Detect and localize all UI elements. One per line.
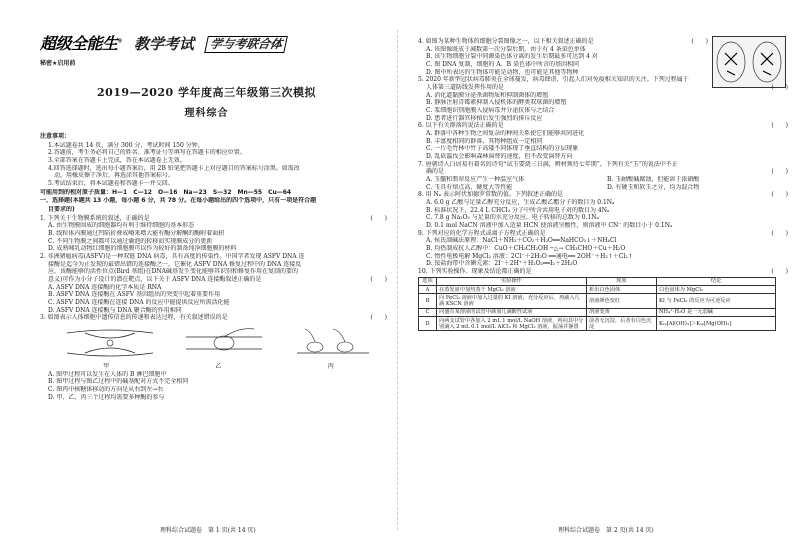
note-item: 4.回答选择题时，选出每小题答案后，用 2B 铅笔把答题卡上对应题目的答案标号涂黑。如需改 [48, 164, 300, 172]
option: C. 图 DNA 复制，细胞的 A、B 染色体中所含的基因相同 [426, 61, 579, 69]
table-cell: 向盛有某溶液的试管中滴加几滴酸性试液 [437, 308, 587, 316]
option: D. 0.1 mol NaCN 溶液中加入适量 HCN 使溶液呈酸性，则溶液中 CN⁻ 的数目小于 0.1Nₐ [426, 222, 673, 230]
question-8 [418, 191, 788, 229]
logo-row [40, 34, 286, 54]
question-stem: 9. 下列对应的化学方程式或离子方程式正确的是 [418, 229, 546, 237]
question-1 [40, 215, 387, 253]
diagram-yi [184, 325, 264, 361]
question-stem-cont: 应，该酶能够的活性位点(Bird 基组)在DNA碱基发生变化能够其识别和修复作用在复制的要的 [48, 268, 299, 276]
question-stem: 7. 唐朝诗人白居易有着名的诗句“试玉要烧三日满，辨材须待七年期”。下列有关“玉”的说法中不正 [418, 160, 678, 168]
option: B. 标准状况下，22.4 L CHCl₃ 分子中所含共用电子对的数目为 4Nₐ [426, 206, 610, 214]
table-header: 选项 [419, 277, 437, 285]
transcription-diagram [50, 324, 387, 362]
option: C. 7.8 g Na₂O₂ 与足量的水充分反应，电子转移的总数为 0.1Nₐ [426, 214, 599, 222]
answer-paren: ( ) [691, 38, 708, 45]
option: D. 成熟哺乳动物红细胞的细胞膜可以作为较好的制备纯净细胞膜的材料 [48, 245, 237, 253]
question-stem: 6. 以下有关群落的说法正确的是 [418, 122, 504, 130]
table-row [419, 286, 776, 294]
option: B. ASFV DNA 连接酶在 ASFV 基因组出的突变中起着重要作用 [48, 291, 221, 299]
table-header: 结论 [657, 277, 776, 285]
option: D. 有硬玉和软玉之分，均为混合物 [607, 183, 700, 191]
option: A. 该图像既成于减数第一次分裂后期，由于有 4 条染色单体 [426, 45, 586, 53]
atomic-masses: 可能用到的相对原子质量：H—1 C—12 O—16 Na—23 S—32 Mn—55 Cu—64 [40, 188, 292, 196]
option: D. 乱砍滥伐会影响森林演替的速度，但不改变演替方向 [426, 153, 573, 161]
option: B. 线粒体内膜通过凹陷折叠成嵴来增大能有酶分解酮的酶附着面积 [48, 230, 225, 238]
question-stem-cont: 接酶是迄今为止发现的最错出错的连接酶之一，它催化 ASFV DNA 修复过程中的 DNA 连接反 [48, 260, 302, 268]
section-heading-cont: 目要求的) [48, 206, 75, 214]
logo-main: 超级全能生® [40, 34, 123, 53]
question-5 [418, 76, 788, 122]
option: B. 静脉注射青霉素抑制入侵机体的酵类双球菌的增殖 [426, 99, 567, 107]
page-divider [397, 30, 398, 530]
table-cell: 析出白色固体 [587, 286, 657, 294]
table-header-row [419, 277, 776, 285]
answer-paren: ( ) [771, 84, 788, 92]
table-header: 现象 [587, 277, 657, 285]
question-stem: 1. 下列关于生物膜系统的叙述，正确的是 [40, 214, 150, 222]
answer-paren: ( ) [771, 191, 788, 199]
table-cell: A [419, 286, 437, 294]
question-10 [418, 268, 788, 331]
note-item: 动，用橡皮擦干净后，再选涂其他答案标号。 [54, 172, 175, 180]
question-stem-cont: 意义)可作为小分子设计的潜在靶点，以下关于 ASFV DNA 连接酶叙述正确的是 [48, 276, 262, 284]
answer-paren: ( ) [771, 268, 788, 276]
option: B. 图甲过程与图乙过程中的碱基配对方式不完全相同 [48, 378, 189, 386]
option: D. 甲、乙、丙三个过程均需要多种酶的参与 [48, 393, 165, 401]
left-body [40, 132, 387, 401]
table-row [419, 317, 776, 331]
question-stem: 2. 非洲猪瘟病毒(ASFV)是一种双链 DNA 病毒，具有高度的传染性。中国学者发现 ASFV DNA 连 [40, 253, 305, 261]
logo-brand: 学与考联合体 [204, 36, 288, 53]
diagram-bing [293, 325, 373, 361]
experiment-table [418, 277, 776, 332]
option: C. ASFV DNA 连接酶在连接 DNA 的反应中能提供反应所需活化能 [48, 299, 230, 307]
question-stem: 10. 下列实验操作、现象及结论都正确的是 [418, 268, 532, 276]
question-stem: 3. 如图表示人体细胞中遗传信息的传递和表达过程，有关叙述错误的是 [40, 314, 228, 322]
table-cell: D [419, 317, 437, 331]
question-stem: 5. 2020 年新型冠状病毒肺炎在全球蔓发，病毒肆虐，引起人们对免疫相关知识的关注。下列过程属于 [418, 76, 689, 84]
question-stem-cont: 确的是 [426, 168, 445, 176]
diagram-jia [65, 325, 155, 361]
diagram-labels [40, 363, 387, 371]
question-2 [40, 253, 387, 314]
option: A. 群落中各种生物之间复杂的种间关系使它们能够共同进化 [426, 130, 585, 138]
option: C. 浆细胞识别胞膜入侵病毒并分泌抗体与之结合 [426, 107, 555, 115]
answer-paren: ( ) [370, 214, 387, 222]
option: A. 6.0 g 乙酸与足量乙醇充分反应，生成乙酸乙酯分子的数目为 0.1Nₐ [426, 199, 615, 207]
option: C. 玉具有熔点高，硬度大等性能 [426, 183, 513, 191]
question-7 [418, 161, 788, 192]
question-3 [40, 314, 387, 401]
table-row [419, 294, 776, 308]
table-cell: B [419, 294, 437, 308]
question-4 [418, 38, 708, 76]
secret-label: 秘密★启用前 [40, 60, 76, 67]
table-header: 实验操作 [437, 277, 587, 285]
diagram-label: 甲 [103, 363, 110, 371]
option: C. 不同生物膜之间都可以通过囊泡的转移而实现膜成分的更新 [48, 237, 213, 245]
option: D. 患者进行器官移植后发生强烈的排斥反应 [426, 114, 543, 122]
exam-subtitle: 理科综合 [184, 108, 229, 119]
option: A. 侯氏制碱法原理：NaCl＋NH₃＋CO₂＋H₂O══NaHCO₃↓＋NH₄Cl [426, 237, 617, 245]
option: B. 玉耐酸碱腐蚀，但能溶于浓硝酸 [607, 176, 700, 184]
option: B. 该生物细胞分裂中同源染色体分离的发生后期最多可达到 4 对 [426, 53, 598, 61]
diagram-label: 乙 [215, 363, 222, 371]
option: C. 图丙中核糖体移动的方向是从右到左→右 [48, 386, 164, 394]
option: A. 由生物膜围成的细胞器均有利于维持细胞的基本形态 [48, 222, 195, 230]
option: B. 均热制成抗人乙醇中：CuO＋CH₃CH₂OH ─△→ CH₃CHO＋Cu＋H₂O [426, 245, 626, 253]
right-body [418, 38, 788, 331]
question-6 [418, 122, 788, 160]
question-stem: 4. 如图为某种生物体的细胞分裂图像之一，以下相关叙述正确的是 [418, 38, 594, 45]
option: A. 图甲过程可以发生在人体的 B 淋巴细胞中 [48, 370, 167, 378]
question-stem: 8. 用 Nₐ 表示阿伏加德罗常数的值。下列叙述正确的是 [418, 191, 564, 199]
table-cell: 在蒸发皿中加热蒸干 MgCl₂ 溶液 [437, 286, 587, 294]
table-cell: 溶液颜色变红 [587, 294, 657, 308]
option: B. 丰富度相同的群落，其物种组成一定相同 [426, 137, 543, 145]
answer-paren: ( ) [370, 314, 387, 322]
diagram-label: 丙 [327, 363, 334, 371]
question-stem-cont: 人体第三道防线发挥作用的是 [426, 84, 505, 92]
note-item: 3.全部答案在答题卡上完成，答在本试题卷上无效。 [48, 157, 186, 165]
answer-paren: ( ) [771, 168, 788, 176]
option: D. 图中所表达的生物体可能是动物，也可能是其他等物种 [426, 68, 579, 76]
note-item: 5.考试结束后，将本试题卷和答题卡一并交回。 [48, 180, 174, 188]
footer-right: 理科综合试题卷 第 2 页(共 14 页) [558, 527, 654, 534]
table-cell: C [419, 308, 437, 316]
table-cell: NH₄⁺·H₂O 是一元弱碱 [657, 308, 776, 316]
note-item: 2.答题前，考生务必将自己的姓名、准考证号等填写在答题卡的相应位置。 [48, 149, 246, 157]
option: C. 一片毛竹林中竹子高矮不同体现了垂直结构的分层现象 [426, 145, 579, 153]
option: D. ASFV DNA 连接酶与 DNA 聚合酶的作用相同 [48, 306, 182, 314]
table-cell: KI 与 FeCl₃ 的反应为可逆反应 [657, 294, 776, 308]
answer-paren: ( ) [370, 276, 387, 284]
table-cell: 前者无沉淀，后者有白色沉淀 [587, 317, 657, 331]
answer-paren: ( ) [771, 122, 788, 130]
note-item: 1.本试题卷共 14 页，满分 300 分，考试时间 150 分钟。 [48, 141, 204, 149]
logo-mid: 教学考试 [134, 34, 195, 53]
answer-paren: ( ) [771, 229, 788, 237]
section-heading: 一、选择题(本题共 13 小题，每小题 6 分，共 78 分。在每小题给出的四个选项中，只有一项是符合题 [40, 197, 317, 205]
option: C. 惰性电极电解 MgCl₂ 溶液：2Cl⁻＋2H₂O ══通电══ 2OH⁻＋H₂↑＋Cl₂↑ [426, 252, 633, 260]
option: A. 消化道黏膜分泌杀菌物质和抑制菌体的增殖 [426, 91, 549, 99]
notes-heading: 注意事项： [40, 133, 71, 140]
table-cell: 溶液变黄 [587, 308, 657, 316]
option: A. ASFV DNA 连接酶的化学本质是 RNA [48, 283, 162, 291]
exam-title: 2019—2020 学年度高三年级第三次模拟 [96, 86, 317, 99]
table-row [419, 308, 776, 316]
footer-left: 理科综合试题卷 第 1 页(共 14 页) [160, 527, 256, 534]
question-9 [418, 230, 788, 268]
table-cell: 向两支试管中各加入 2 mL 1 mol/L NaOH 溶液，再向其中分别滴入 2 mL 0.1 mol/L AlCl₃ 和 MgCl₂ 溶液，振荡并静置 [437, 317, 587, 331]
option: D. 铵盐海带中含碘元素：2I⁻＋2H⁺＋H₂O₂══I₂＋2H₂O [426, 260, 578, 268]
table-cell: 向 FeCl₂ 溶液中加入过量的 KI 溶液，充分反应后，再滴入几滴 KSCN 溶液 [437, 294, 587, 308]
table-cell: 白色固体为 MgCl₂ [657, 286, 776, 294]
option: A. 玉髓和翡翠反应产生一种温室气体 [426, 176, 525, 184]
table-cell: Kₛₚ[Al(OH)₃]＞Kₛₚ[Mg(OH)₂] [657, 317, 776, 331]
